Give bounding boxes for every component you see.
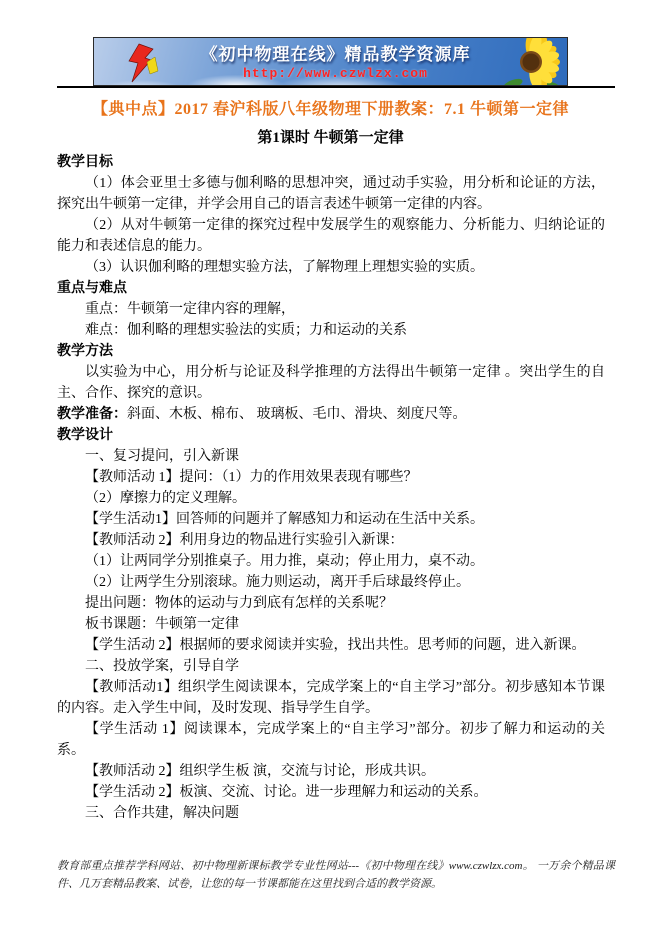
paragraph: （3）认识伽利略的理想实验方法，了解物理上理想实验的实质。: [85, 260, 484, 275]
paragraph: （2）让两学生分别滚球。施力则运动，离开手后球最终停止。: [85, 575, 470, 590]
footer-note: 教育部重点推荐学科网站、初中物理新课标教学专业性网站---《初中物理在线》www.czwlzx.com。 一万余个精品课件、几万套精品教案、试卷，让您的每一节课都能在这里找到合适的教学资源。: [57, 860, 615, 890]
paragraph: （1）让两同学分别推桌子。用力推，桌动；停止用力，桌不动。: [85, 554, 484, 569]
paragraph: 【教师活动 2】组织学生板 演，交流与讨论，形成共识。: [85, 764, 435, 779]
section-heading: 教学设计: [57, 428, 113, 443]
document-paragraphs: [57, 152, 605, 824]
paragraph: 三、合作共建，解决问题: [85, 806, 239, 821]
paragraph: （2）从对牛顿第一定律的探究过程中发展学生的观察能力、分析能力、归纳论证的能力和表述信息的能力。: [57, 218, 605, 254]
paragraph: 【学生活动 1】阅读课本，完成学案上的“自主学习”部分。初步了解力和运动的关系。: [57, 722, 605, 758]
paragraph: 重点：牛顿第一定律内容的理解，: [85, 302, 295, 317]
banner-text-block: [174, 45, 497, 82]
banner-site-title: 《初中物理在线》精品教学资源库: [200, 45, 471, 64]
paragraph: 【教师活动 2】利用身边的物品进行实验引入新课：: [85, 533, 404, 548]
paragraph: （2）摩擦力的定义理解。: [85, 491, 246, 506]
sunflower-icon: [499, 37, 563, 86]
paragraph: 教学准备：斜面、木板、棉布、 玻璃板、毛巾、滑块、刻度尺等。: [57, 407, 467, 422]
section-heading: 教学目标: [57, 155, 113, 170]
site-banner-image: [93, 37, 568, 86]
paragraph: 一、复习提问，引入新课: [85, 449, 239, 464]
banner-site-url: http://www.czwlzx.com: [243, 66, 428, 81]
doc-title: 【典中点】2017 春沪科版八年级物理下册教案：7.1 牛顿第一定律: [91, 101, 569, 118]
paragraph: 提出问题：物体的运动与力到底有怎样的关系呢？: [85, 596, 393, 611]
page-header: [0, 0, 661, 88]
paragraph: 【教师活动 1】提问：（1）力的作用效果表现有哪些？: [85, 470, 418, 485]
paragraph: 【教师活动1】组织学生阅读课本，完成学案上的“自主学习”部分。初步感知本节课的内容。走入学生中间，及时发现、指导学生自学。: [57, 680, 605, 716]
paragraph: （1）体会亚里士多德与伽利略的思想冲突，通过动手实验，用分析和论证的方法，探究出牛顿第一定律，并学会用自己的语言表述牛顿第一定律的内容。: [57, 176, 605, 212]
paragraph: 【学生活动 2】板演、交流、讨论。进一步理解力和运动的关系。: [85, 785, 488, 800]
paragraph-lead: 教学准备：: [57, 407, 127, 422]
page-footer: [57, 857, 615, 893]
paragraph: 【学生活动1】回答师的问题并了解感知力和运动在生活中关系。: [85, 512, 484, 527]
site-logo-icon: [122, 43, 164, 83]
paragraph: 难点：伽利略的理想实验法的实质；力和运动的关系: [85, 323, 407, 338]
paragraph: 板书课题：牛顿第一定律: [85, 617, 239, 632]
doc-subtitle: 第1课时 牛顿第一定律: [257, 130, 404, 146]
section-heading: 教学方法: [57, 344, 113, 359]
section-heading: 重点与难点: [57, 281, 127, 296]
header-divider: [57, 86, 615, 88]
paragraph: 二、投放学案，引导自学: [85, 659, 239, 674]
paragraph: 【学生活动 2】根据师的要求阅读并实验，找出共性。思考师的问题，进入新课。: [85, 638, 586, 653]
paragraph: 以实验为中心，用分析与论证及科学推理的方法得出牛顿第一定律 。突出学生的自主、合作、探究的意识。: [57, 365, 605, 401]
